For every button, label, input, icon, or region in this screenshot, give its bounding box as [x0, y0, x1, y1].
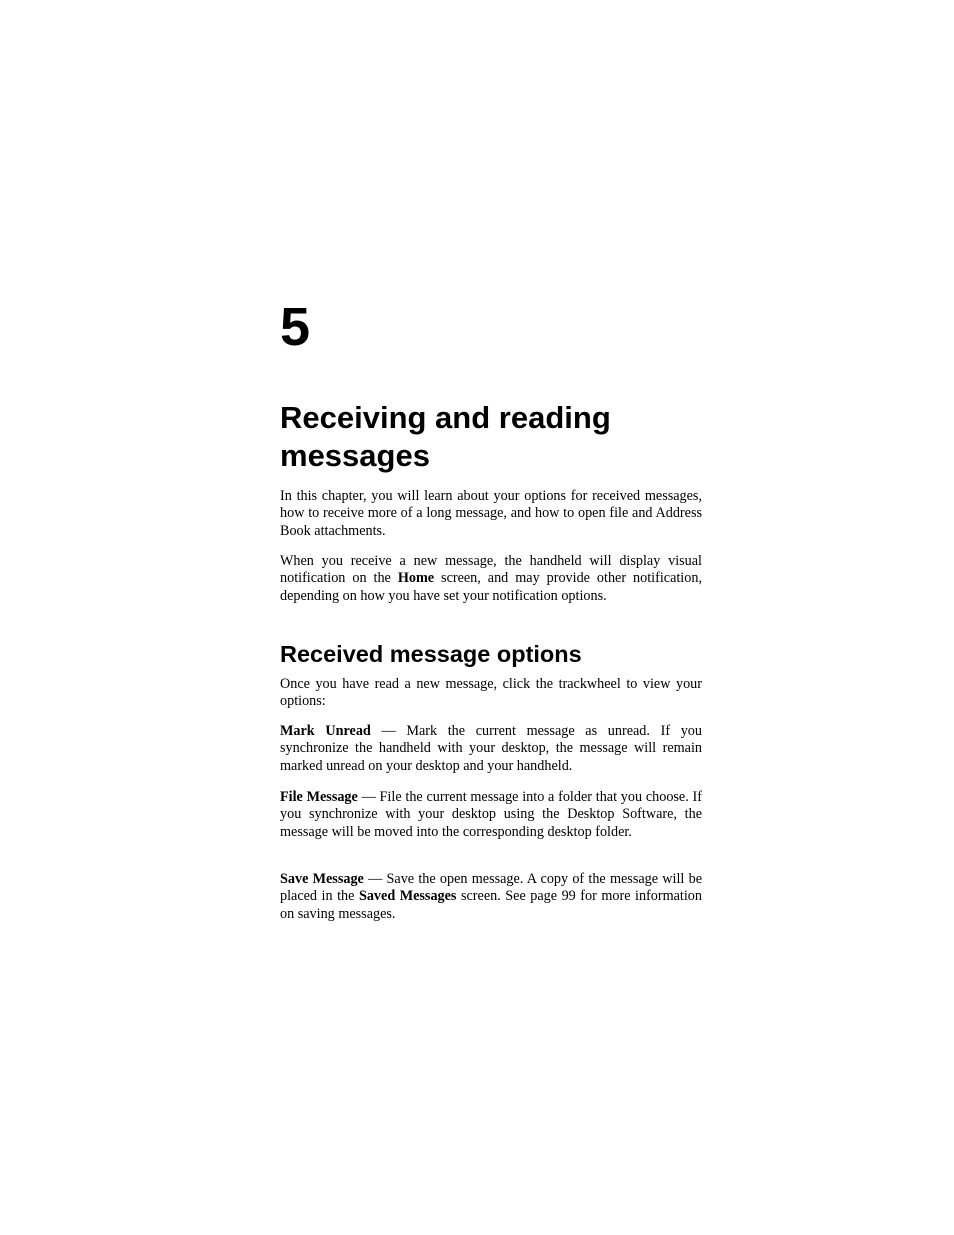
option-term: File Message: [280, 789, 358, 805]
saved-messages-term: Saved Messages: [358, 888, 457, 905]
section-lead: Once you have read a new message, click the trackwheel to view your options:: [280, 676, 702, 710]
option-term: Save Message: [280, 871, 364, 887]
section-heading: Received message options: [280, 641, 582, 667]
intro-paragraph-2-text-a: When you receive a new message, the handheld will display visual notification on the: [280, 553, 702, 587]
option-save-message: [280, 871, 702, 923]
intro-paragraph-2: [280, 553, 702, 605]
home-screen-term: Home: [397, 570, 435, 587]
option-mark-unread: [280, 723, 702, 775]
chapter-title: Receiving and reading messages: [280, 400, 611, 473]
option-term: Mark Unread: [280, 723, 371, 739]
option-description-b: screen. See page 99 for more information on saving messages.: [280, 888, 702, 922]
option-description-a: — Save the open message. A copy of the message will be placed in the: [280, 871, 702, 905]
option-description: — Mark the current message as unread. If you synchronize the handheld with your desktop, the message will remain marked unread on your desktop and your handheld.: [280, 723, 702, 774]
chapter-number: 5: [280, 297, 311, 357]
intro-paragraph-1: In this chapter, you will learn about your options for received messages, how to receive more of a long message, and how to open file and Address Book attachments.: [280, 488, 702, 539]
option-description: — File the current message into a folder that you choose. If you synchronize with your desktop using the Desktop Software, the message will be moved into the corresponding desktop folder.: [280, 789, 702, 840]
option-file-message: [280, 789, 702, 841]
intro-paragraph-2-text-b: screen, and may provide other notification, depending on how you have set your notification options.: [280, 570, 702, 604]
